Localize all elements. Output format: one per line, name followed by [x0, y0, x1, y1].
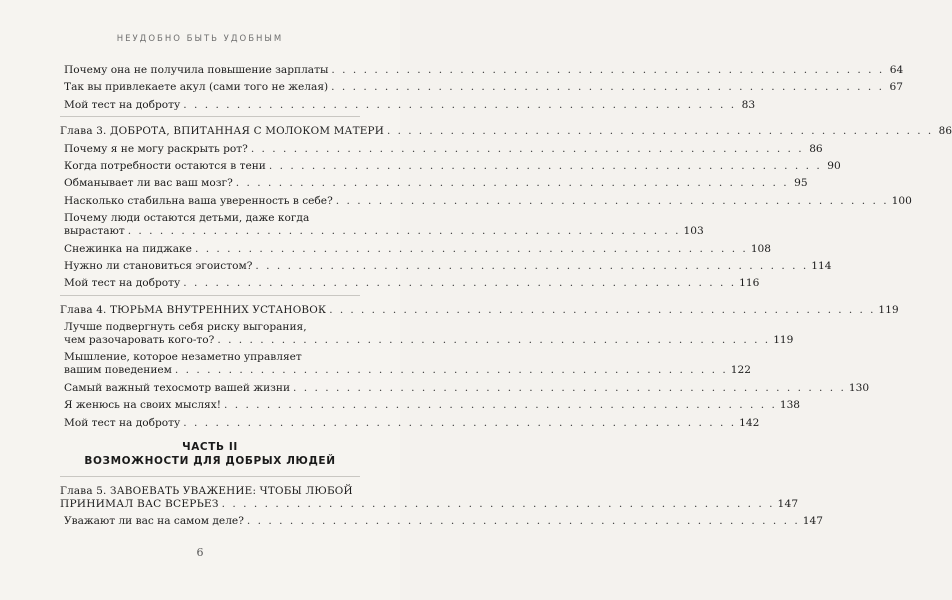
toc-entry-title: Почему она не получила повышение зарплаты	[64, 64, 329, 76]
leader-dots	[293, 382, 846, 395]
chapter-entry-5	[60, 484, 799, 511]
chapter-entry-3	[60, 125, 952, 138]
toc-entry-title-line2: вырастают	[64, 225, 125, 238]
toc-entry	[60, 515, 823, 528]
leader-dots	[331, 64, 884, 77]
divider	[60, 295, 360, 296]
toc-entry	[60, 81, 903, 94]
toc-entry	[60, 177, 808, 190]
toc-entry-page: 90	[827, 159, 841, 172]
leader-dots	[128, 225, 681, 238]
leader-dots	[251, 143, 804, 156]
toc-entry-multiline	[60, 351, 751, 377]
toc-entry-title: Самый важный техосмотр вашей жизни	[64, 381, 291, 394]
toc-entry-title: Уважают ли вас на самом деле?	[64, 515, 244, 528]
chapter-title-line1: Глава 5. ЗАВОЕВАТЬ УВАЖЕНИЕ: ЧТОБЫ ЛЮБОЙ	[60, 484, 353, 497]
toc-entry-title: Почему я не могу раскрыть рот?	[64, 142, 248, 155]
divider	[60, 476, 360, 477]
leader-dots	[222, 498, 775, 511]
toc-entry	[60, 277, 760, 290]
toc-entry-title-line1: Почему люди остаются детьми, даже когда	[64, 212, 310, 225]
leader-dots	[236, 177, 789, 190]
leader-dots	[183, 277, 736, 290]
toc-entry-page: 119	[773, 334, 794, 347]
toc-entry	[60, 242, 772, 256]
toc-entry-title-line1: Лучше подвергнуть себя риску выгорания,	[64, 321, 307, 334]
part-heading-line1: ЧАСТЬ II	[182, 440, 238, 453]
toc-entry-title-line1: Мышление, которое незаметно управляет	[64, 351, 302, 364]
chapter-title: Глава 3. ДОБРОТА, ВПИТАННАЯ С МОЛОКОМ МАТЕРИ	[60, 125, 384, 138]
toc-entry	[60, 416, 760, 430]
leader-dots	[336, 195, 889, 208]
toc-entry-multiline	[60, 321, 794, 347]
toc-entry	[60, 98, 756, 112]
leader-dots	[175, 364, 728, 377]
toc-entry-title: Обманывает ли вас ваш мозг?	[64, 177, 233, 190]
leader-dots	[224, 399, 777, 412]
toc-entry-title: Когда потребности остаются в тени	[64, 159, 266, 172]
running-header: НЕУДОБНО БЫТЬ УДОБНЫМ	[116, 34, 284, 44]
toc-entry-page: 130	[848, 381, 870, 394]
toc-entry	[60, 64, 904, 77]
toc-entry-page: 67	[889, 81, 903, 94]
toc-entry-multiline	[60, 212, 704, 238]
toc-entry-title-line2: чем разочаровать кого-то?	[64, 334, 215, 347]
toc-entry-line2	[64, 334, 794, 347]
leader-dots	[269, 160, 822, 173]
toc-entry-title: Нужно ли становиться эгоистом?	[64, 259, 253, 272]
toc-entry-title: Я женюсь на своих мыслях!	[64, 399, 221, 412]
toc-entry-page: 142	[739, 416, 760, 429]
toc-entry-page: 95	[794, 177, 808, 190]
chapter-page: 147	[777, 497, 799, 510]
toc-entry-line2	[64, 225, 704, 238]
toc-entry-page: 100	[891, 194, 912, 207]
toc-entry-page: 116	[739, 277, 760, 290]
toc-entry-title: Мой тест на доброту	[64, 277, 181, 290]
leader-dots	[183, 417, 736, 430]
toc-entry-page: 122	[730, 364, 751, 377]
leader-dots	[387, 125, 933, 138]
table-of-contents	[60, 64, 952, 532]
chapter-page: 86	[938, 125, 952, 138]
part-heading-line2: ВОЗМОЖНОСТИ ДЛЯ ДОБРЫХ ЛЮДЕЙ	[84, 454, 336, 467]
divider	[60, 116, 360, 117]
leader-dots	[217, 334, 770, 347]
toc-entry-page: 114	[811, 259, 832, 272]
toc-entry-title: Насколько стабильна ваша уверенность в себе?	[64, 194, 333, 207]
toc-entry	[60, 381, 870, 395]
leader-dots	[331, 81, 884, 94]
toc-entry-title: Так вы привлекаете акул (сами того не желая)	[64, 81, 329, 94]
page-number: 6	[196, 546, 204, 559]
leader-dots	[329, 304, 875, 317]
toc-entry	[60, 399, 801, 412]
leader-dots	[247, 515, 800, 528]
toc-entry	[60, 259, 832, 273]
toc-entry-title: Мой тест на доброту	[64, 416, 181, 429]
chapter-entry-4	[60, 303, 899, 317]
toc-entry-page: 86	[809, 142, 823, 155]
toc-entry-page: 147	[802, 515, 823, 528]
toc-entry-page: 103	[683, 225, 704, 238]
toc-entry-page: 138	[779, 399, 801, 412]
toc-entry-page: 83	[741, 98, 756, 111]
toc-entry	[60, 194, 912, 208]
toc-entry-page: 108	[750, 242, 772, 255]
toc-entry	[60, 142, 823, 156]
leader-dots	[255, 260, 808, 273]
chapter-title: Глава 4. ТЮРЬМА ВНУТРЕННИХ УСТАНОВОК	[60, 303, 327, 316]
chapter-title-line2: ПРИНИМАЛ ВАС ВСЕРЬЕЗ	[60, 497, 219, 510]
toc-entry-page: 64	[889, 64, 904, 76]
toc-entry-title: Мой тест на доброту	[64, 98, 181, 111]
chapter-line2	[60, 497, 799, 511]
toc-entry-title-line2: вашим поведением	[64, 364, 172, 377]
leader-dots	[183, 99, 736, 112]
chapter-page: 119	[878, 303, 899, 316]
toc-entry-line2	[64, 364, 751, 377]
toc-entry	[60, 159, 841, 173]
leader-dots	[195, 243, 748, 256]
toc-entry-title: Снежинка на пиджаке	[64, 242, 192, 255]
